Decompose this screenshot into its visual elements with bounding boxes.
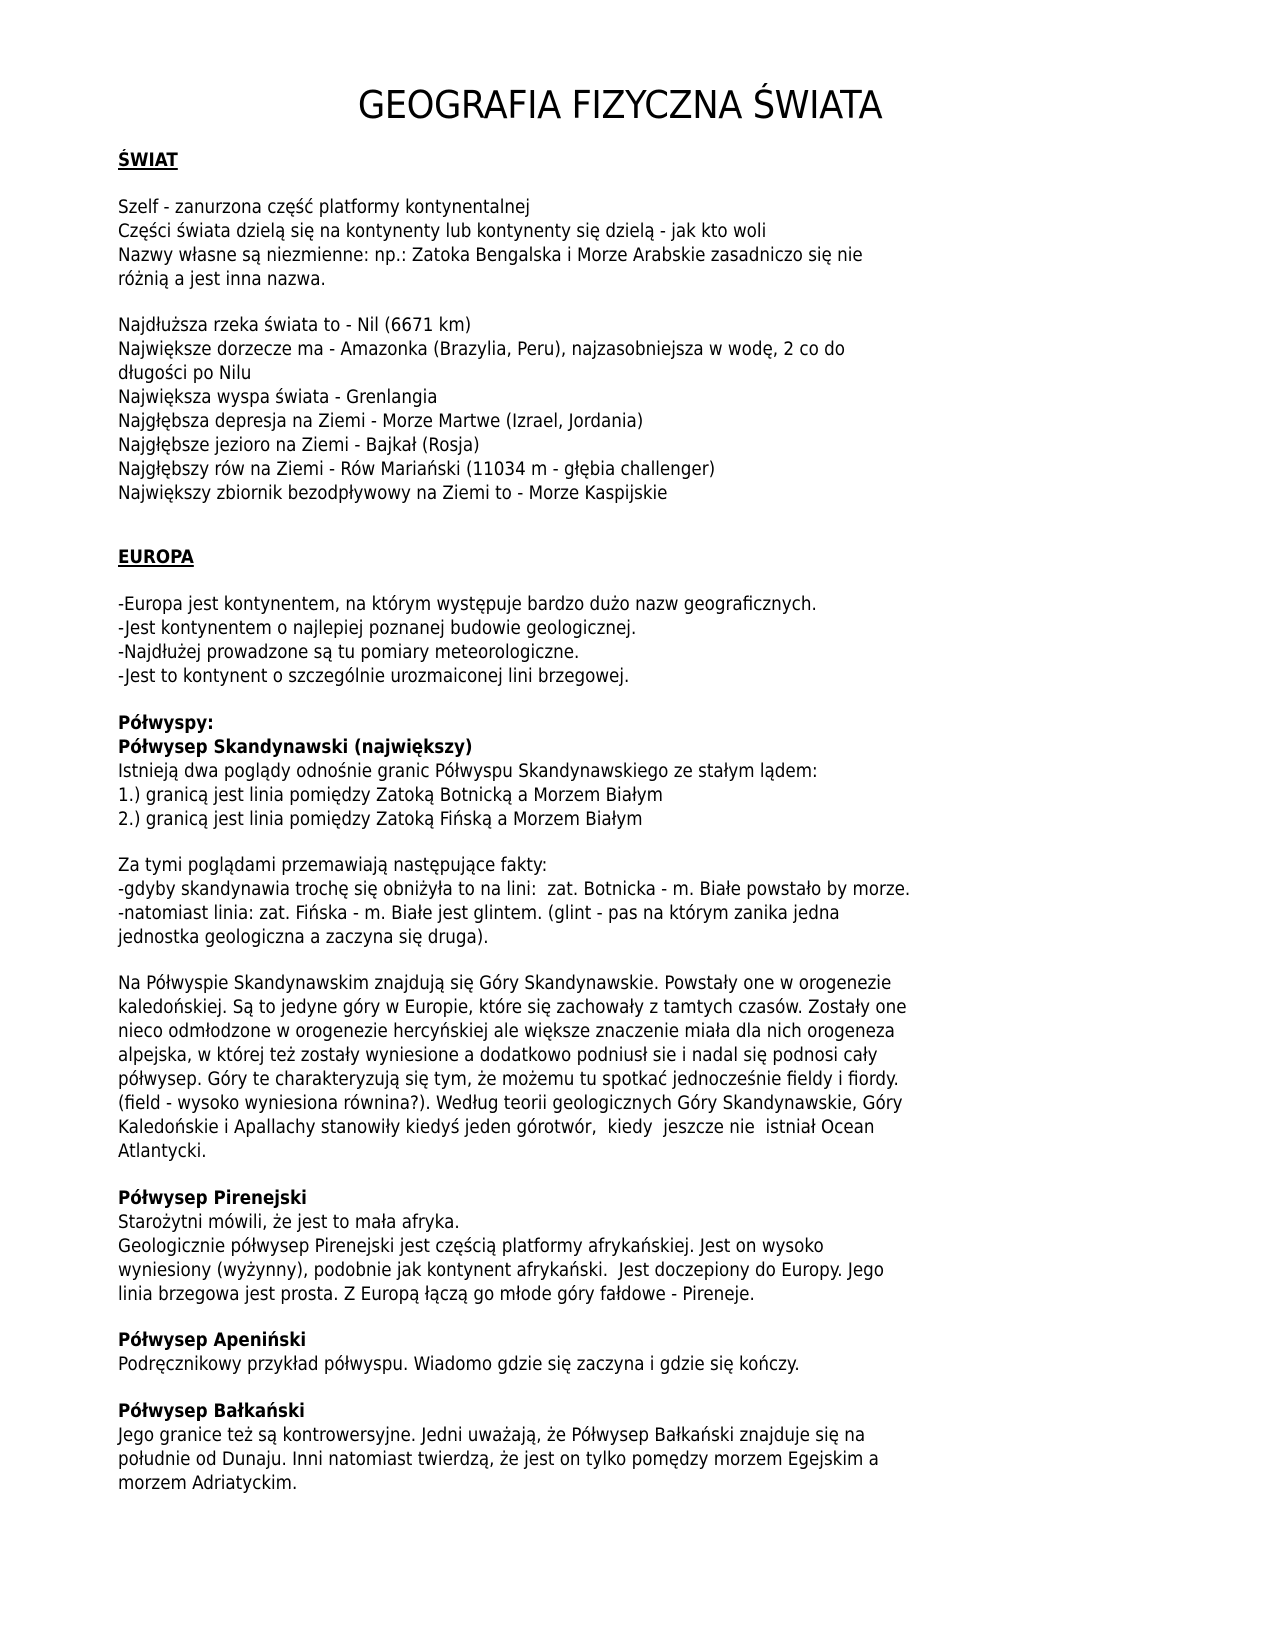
text-line: Najgłębszy rów na Ziemi - Rów Mariański (11034 m - głębia challenger) xyxy=(118,459,716,480)
text-line: Części świata dzielą się na kontynenty lub kontynenty się dzielą - jak kto woli xyxy=(118,221,767,242)
text-line: jednostka geologiczna a zaczyna się druga). xyxy=(118,927,489,948)
subheading-balkanski: Półwysep Bałkański xyxy=(118,1401,305,1422)
text-line: 1.) granicą jest linia pomiędzy Zatoką Botnicką a Morzem Białym xyxy=(118,785,663,806)
text-line: Na Półwyspie Skandynawskim znajdują się Góry Skandynawskie. Powstały one w orogenezie xyxy=(118,973,892,994)
subheading-skandynawski: Półwysep Skandynawski (największy) xyxy=(118,737,473,758)
text-line: Najgłębsze jezioro na Ziemi - Bajkał (Rosja) xyxy=(118,435,480,456)
subheading-apeninski: Półwysep Apeniński xyxy=(118,1330,307,1351)
text-line: morzem Adriatyckim. xyxy=(118,1473,298,1494)
text-line: południe od Dunaju. Inni natomiast twierdzą, że jest on tylko pomędzy morzem Egejskim a xyxy=(118,1449,879,1470)
text-line: kaledońskiej. Są to jedyne góry w Europie, które się zachowały z tamtych czasów. Zostały one xyxy=(118,997,907,1018)
text-line: Najgłębsza depresja na Ziemi - Morze Martwe (Izrael, Jordania) xyxy=(118,411,644,432)
text-line: nieco odmłodzone w orogenezie hercyńskiej ale większe znaczenie miała dla nich orogeneza xyxy=(118,1021,895,1042)
text-line: Największe dorzecze ma - Amazonka (Brazylia, Peru), najzasobniejsza w wodę, 2 co do xyxy=(118,339,845,360)
text-line: Jego granice też są kontrowersyjne. Jedni uważają, że Półwysep Bałkański znajduje się na xyxy=(118,1425,866,1446)
text-line: Istnieją dwa poglądy odnośnie granic Półwyspu Skandynawskiego ze stałym lądem: xyxy=(118,761,818,782)
text-line: -natomiast linia: zat. Fińska - m. Białe jest glintem. (glint - pas na którym zanika jedna xyxy=(118,903,840,924)
text-line: półwysep. Góry te charakteryzują się tym, że możemu tu spotkać jednocześnie fieldy i fiordy. xyxy=(118,1069,899,1090)
section-heading-swiat: ŚWIAT xyxy=(118,150,178,171)
text-line: wyniesiony (wyżynny), podobnie jak kontynent afrykański. Jest doczepiony do Europy. Jego xyxy=(118,1260,885,1281)
text-line: Szelf - zanurzona część platformy kontynentalnej xyxy=(118,197,530,218)
text-line: -Europa jest kontynentem, na którym występuje bardzo dużo nazw geograficznych. xyxy=(118,594,817,615)
text-line: 2.) granicą jest linia pomiędzy Zatoką Fińską a Morzem Białym xyxy=(118,809,643,830)
section-heading-europa: EUROPA xyxy=(118,547,194,568)
text-line: Największa wyspa świata - Grenlangia xyxy=(118,387,438,408)
text-line: Nazwy własne są niezmienne: np.: Zatoka Bengalska i Morze Arabskie zasadniczo się nie xyxy=(118,245,863,266)
document-title: GEOGRAFIA FIZYCZNA ŚWIATA xyxy=(357,83,883,127)
text-line: -gdyby skandynawia trochę się obniżyła to na lini: zat. Botnicka - m. Białe powstało by morze. xyxy=(118,879,911,900)
text-line: Największy zbiornik bezodpływowy na Ziemi to - Morze Kaspijskie xyxy=(118,483,668,504)
text-line: -Jest to kontynent o szczególnie urozmaiconej lini brzegowej. xyxy=(118,666,630,687)
text-line: -Najdłużej prowadzone są tu pomiary meteorologiczne. xyxy=(118,642,580,663)
text-line: linia brzegowa jest prosta. Z Europą łączą go młode góry fałdowe - Pireneje. xyxy=(118,1284,755,1305)
text-line: Starożytni mówili, że jest to mała afryka. xyxy=(118,1212,460,1233)
text-line: alpejska, w której też zostały wyniesione a dodatkowo podniusł sie i nadal się podnosi cały xyxy=(118,1045,878,1066)
text-line: Za tymi poglądami przemawiają następujące fakty: xyxy=(118,855,548,876)
text-line: Geologicznie półwysep Pirenejski jest częścią platformy afrykańskiej. Jest on wysoko xyxy=(118,1236,824,1257)
text-line: -Jest kontynentem o najlepiej poznanej budowie geologicznej. xyxy=(118,618,637,639)
subheading-polwyspy: Półwyspy: xyxy=(118,713,214,734)
text-line: Atlantycki. xyxy=(118,1141,207,1162)
text-line: Podręcznikowy przykład półwyspu. Wiadomo gdzie się zaczyna i gdzie się kończy. xyxy=(118,1354,800,1375)
text-line: Najdłuższa rzeka świata to - Nil (6671 km) xyxy=(118,315,472,336)
subheading-pirenejski: Półwysep Pirenejski xyxy=(118,1188,307,1209)
text-line: (field - wysoko wyniesiona równina?). Według teorii geologicznych Góry Skandynawskie, Góry xyxy=(118,1093,903,1114)
text-line: długości po Nilu xyxy=(118,363,252,384)
text-line: różnią a jest inna nazwa. xyxy=(118,269,326,290)
text-line: Kaledońskie i Apallachy stanowiły kiedyś jeden górotwór, kiedy jeszcze nie istniał Ocean xyxy=(118,1117,875,1138)
